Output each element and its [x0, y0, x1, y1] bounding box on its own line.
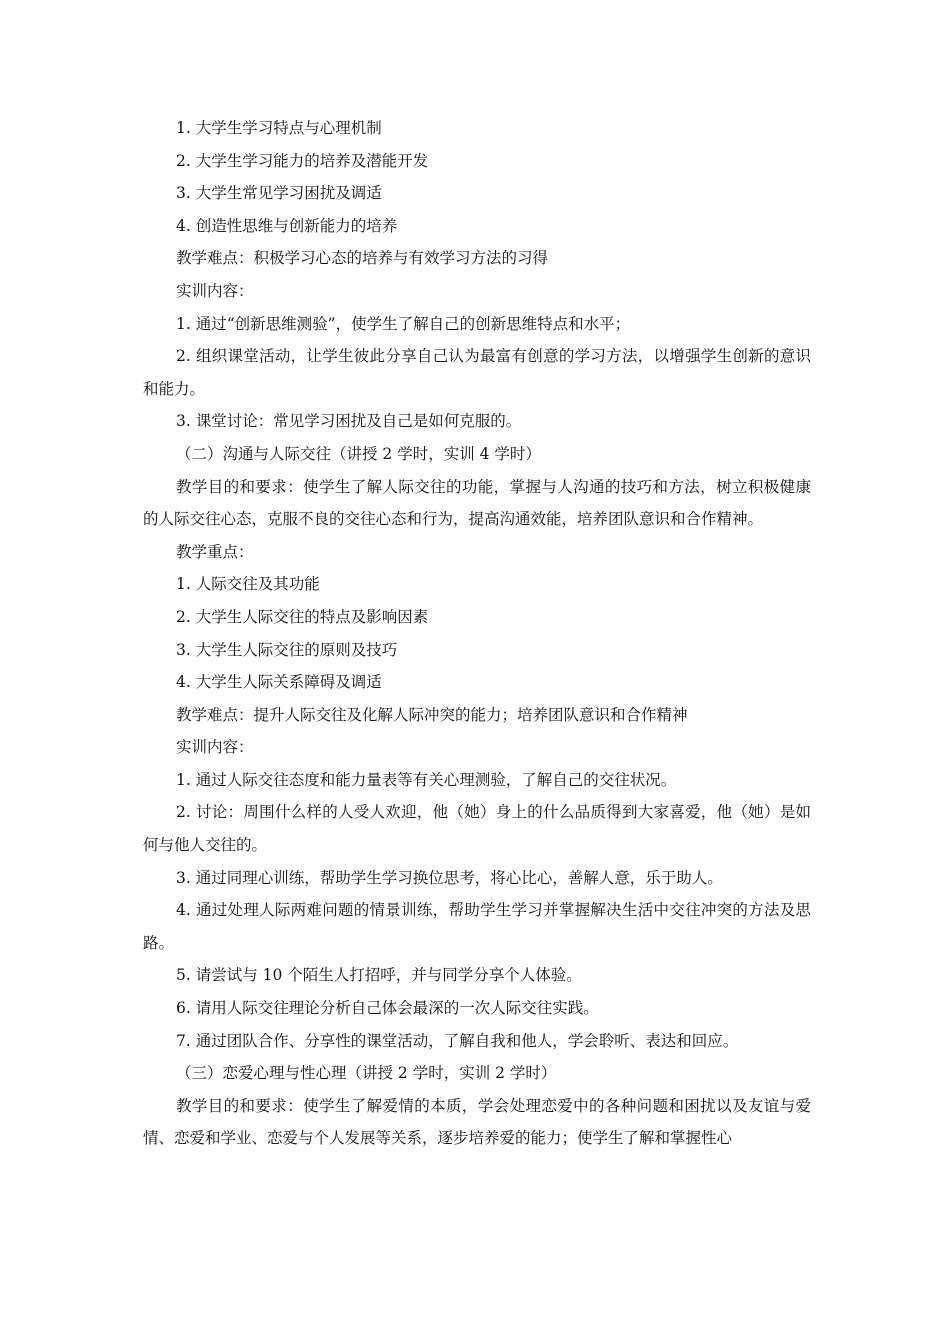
- paragraph: 教学难点：积极学习心态的培养与有效学习方法的习得: [176, 249, 549, 268]
- list-item: 3. 大学生常见学习困扰及调适: [176, 184, 382, 203]
- list-item: 3. 通过同理心训练，帮助学生学习换位思考，将心比心，善解人意，乐于助人。: [176, 868, 723, 887]
- list-item: 5. 请尝试与 10 个陌生人打招呼，并与同学分享个人体验。: [176, 966, 582, 985]
- document-body: [143, 112, 811, 1155]
- list-item: 4. 创造性思维与创新能力的培养: [176, 216, 398, 235]
- paragraph: 实训内容：: [176, 738, 254, 757]
- list-item: 4. 大学生人际关系障碍及调适: [176, 673, 382, 692]
- list-item: 7. 通过团队合作、分享性的课堂活动，了解自我和他人，学会聆听、表达和回应。: [176, 1031, 739, 1050]
- list-item: 3. 课堂讨论：常见学习困扰及自己是如何克服的。: [176, 412, 522, 431]
- paragraph: 教学重点：: [176, 542, 254, 561]
- list-item: 3. 大学生人际交往的原则及技巧: [176, 640, 398, 659]
- paragraph: 教学目的和要求：使学生了解爱情的本质，学会处理恋爱中的各种问题和困扰以及友谊与爱情、恋爱和学业、恋爱与个人发展等关系，逐步培养爱的能力；使学生了解和掌握性心: [143, 1096, 811, 1148]
- list-item: 2. 讨论：周围什么样的人受人欢迎，他（她）身上的什么品质得到大家喜爱，他（她）是如何与他人交往的。: [143, 803, 811, 855]
- list-item: 1. 通过人际交往态度和能力量表等有关心理测验，了解自己的交往状况。: [176, 770, 677, 789]
- section-heading: （二）沟通与人际交往（讲授 2 学时，实训 4 学时）: [176, 444, 541, 463]
- list-item: 1. 人际交往及其功能: [176, 575, 320, 594]
- paragraph: 教学目的和要求：使学生了解人际交往的功能，掌握与人沟通的技巧和方法，树立积极健康的人际交往心态，克服不良的交往心态和行为，提高沟通效能，培养团队意识和合作精神。: [143, 477, 811, 529]
- list-item: 2. 大学生人际交往的特点及影响因素: [176, 607, 429, 626]
- paragraph: 实训内容：: [176, 281, 254, 300]
- paragraph: 教学难点：提升人际交往及化解人际冲突的能力；培养团队意识和合作精神: [176, 705, 688, 724]
- list-item: 2. 大学生学习能力的培养及潜能开发: [176, 151, 429, 170]
- list-item: 1. 大学生学习特点与心理机制: [176, 119, 382, 137]
- list-item: 1. 通过“创新思维测验”，使学生了解自己的创新思维特点和水平；: [176, 314, 631, 333]
- section-heading: （三）恋爱心理与性心理（讲授 2 学时，实训 2 学时）: [176, 1064, 557, 1083]
- list-item: 2. 组织课堂活动，让学生彼此分享自己认为最富有创意的学习方法，以增强学生创新的意识和能力。: [143, 347, 811, 398]
- list-item: 6. 请用人际交往理论分析自己体会最深的一次人际交往实践。: [176, 999, 599, 1018]
- list-item: 4. 通过处理人际两难问题的情景训练，帮助学生学习并掌握解决生活中交往冲突的方法及思路。: [143, 901, 811, 952]
